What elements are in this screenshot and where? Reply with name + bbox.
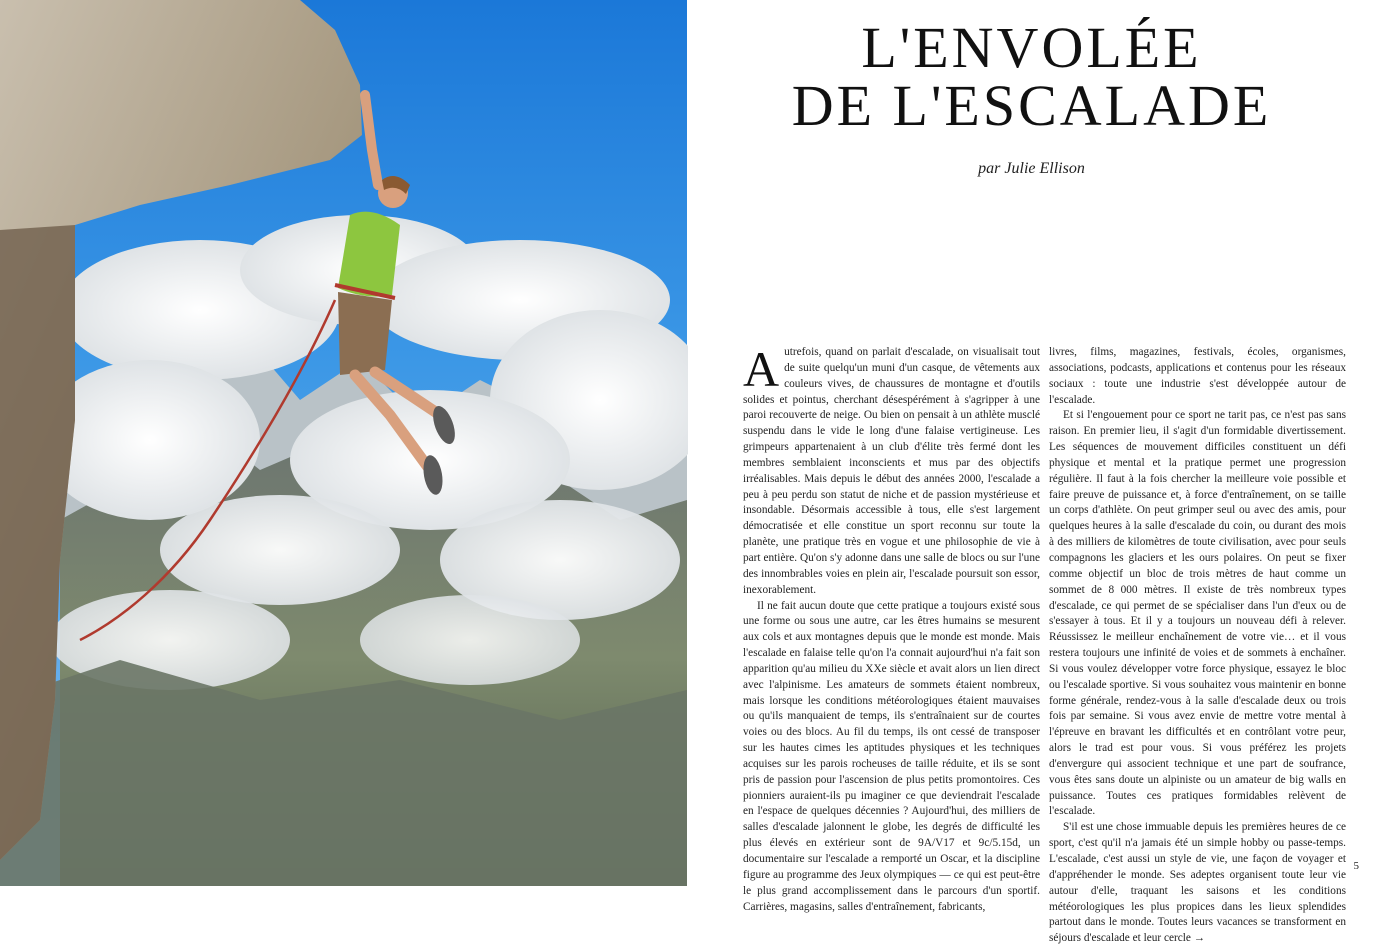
page-number: 5 bbox=[1353, 860, 1359, 872]
article-title-line2: DE L'ESCALADE bbox=[791, 73, 1272, 138]
text-column-2 bbox=[1049, 345, 1346, 945]
text-column-1 bbox=[743, 341, 1040, 913]
paragraph bbox=[743, 341, 1040, 599]
byline: par Julie Ellison bbox=[978, 160, 1085, 177]
paragraph: S'il est une chose immuable depuis les premières heures de ce sport, c'est qu'il n'a jamais été un simple hobby ou passe-temps. L'escalade, c'est aussi un style de vie, une façon de voyager et d'appréhender le monde. Ses adeptes organisent toute leur vie autour d'elle, traquant les saisons et les conditions météorologiques les plus propices dans les lieux splendides partout dans le monde. Toutes leurs vacances se transforment en séjours d'escalade et leur cercle → bbox=[1049, 821, 1346, 945]
article-title-line1: L'ENVOLÉE bbox=[861, 15, 1202, 80]
climber-photo bbox=[0, 0, 687, 886]
paragraph-text: utrefois, quand on parlait d'escalade, on visualisait tout de suite quelqu'un muni d'un casque, de vêtements aux couleurs vives, de chaussures de montagne et d'outils solides et pointus, cherchant désespérément à s'agripper à une paroi recouverte de neige. Ou bien on pensait à un athlète musclé suspendu dans le vide le long d'une falaise vertigineuse. Les grimpeurs appartenaient à un club d'élite très fermé dont les membres semblaient inconscients et mus par des objectifs irréalisables. Mais depuis le début des années 2000, l'escalade a peu à peu perdu son statut de niche et de passion mystérieuse et insondable. Désormais accessible à tous, elle s'est largement démocratisée et elle constitue un sport reconnu sur toute la planète, une pratique très en vogue et une philosophie de vie à part entière. Qu'on s'y adonne dans une salle de blocs ou sur l'une des innombrables voies en plein air, l'escalade poursuit son essor, inexorablement. bbox=[743, 346, 1040, 596]
article-page bbox=[688, 0, 1375, 945]
paragraph: Et si l'engouement pour ce sport ne tarit pas, ce n'est pas sans raison. En premier lieu, il s'agit d'un formidable divertissement. Les séquences de mouvement difficiles constituent un défi physique et mental et la pratique permet une progression régulière. Il faut à la fois chercher la meilleure voie possible et faire preuve de puissance et, à force d'entraînement, on se taille un corps d'athlète. On peut grimper seul ou avec des amis, pour quelques heures à la salle d'escalade du coin, ou durant des mois à des milliers de kilomètres de toute civilisation, avec pour seuls compagnons les glaciers et les ours polaires. On peut se fixer comme objectif un bloc de trois mètres de haut comme un sommet de 8 000 mètres. Il existe de très nombreux types d'escalade, ce qui permet de se spécialiser dans l'un d'eux ou de s'essayer à tous. Et il y a toujours un nouveau défi à relever. Réussissez le meilleur enchaînement de votre vie… et il vous restera toujours une infinité de voies et de sommets à enchaîner. Si vous voulez développer votre force physique, essayez le bloc ou l'escalade sportive. Si vous souhaitez vous maintenir en bonne forme générale, rendez-vous à la salle d'escalade deux ou trois fois par semaine. Si vous avez envie de mettre votre mental à l'épreuve en bravant les difficultés et en contrôlant votre peur, alors le trad est pour vous. Si vous préférez les projets d'envergure qui associent technique et une part de soufrance, vous êtes sans doute un alpiniste ou un amateur de big walls en puissance. Toutes ces pratiques formidables relèvent de l'escalade. bbox=[1049, 409, 1346, 818]
paragraph: livres, films, magazines, festivals, écoles, organismes, associations, podcasts, applications et contenus pour les réseaux sociaux : toute une industrie s'est développée autour de l'escalade. bbox=[1049, 346, 1346, 406]
drop-cap: A bbox=[743, 341, 780, 397]
climber-photo-illustration bbox=[0, 0, 687, 886]
paragraph: Il ne fait aucun doute que cette pratique a toujours existé sous une forme ou sous une autre, car les êtres humains se mesurent aux cols et aux montagnes depuis que le monde est monde. Mais l'escalade en falaise telle qu'on l'a connait aujourd'hui n'a fait son apparition qu'au milieu du XXe siècle et avait alors un lien direct avec l'alpinisme. Les amateurs de sommets étaient nombreux, mais lorsque les conditions météorologiques étaient mauvaises ou qu'ils manquaient de temps, ils s'entraînaient sur de courtes voies ou des blocs. Au fil du temps, ils ont cessé de transposer sur les hautes cimes les aptitudes physiques et les techniques acquises sur les parois rocheuses de taille réduite, et ils se sont pris de passion pour l'ascension de plus petits promontoires. Ces pionniers auraient-ils pu imaginer ce que deviendrait l'escalade en l'espace de quelques décennies ? Aujourd'hui, des milliers de salles d'escalade jalonnent le globe, les degrés de difficulté les plus élevés en extérieur sont de 9A/V17 et 9c/5.15d, un documentaire sur l'escalade a remporté un Oscar, et la discipline figure au programme des Jeux olympiques — ce qui est peut-être le plus grand accomplissement dans le parcours d'un sportif. Carrières, magasins, salles d'entraînement, fabricants, bbox=[743, 599, 1040, 913]
